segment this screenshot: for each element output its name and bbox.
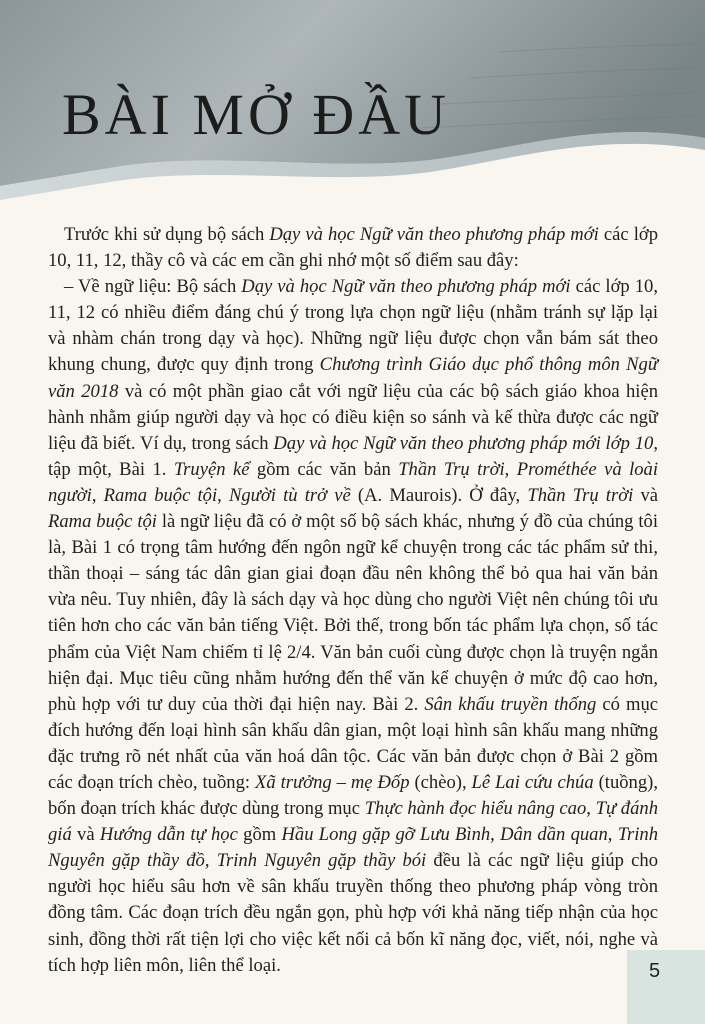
- italic-text: Người tù trở về: [228, 484, 351, 506]
- body-text: [48, 222, 658, 979]
- text-run: gồm các văn bản: [249, 458, 399, 480]
- text-run: ,: [504, 458, 517, 480]
- text-run: , tập một, Bài 1.: [48, 432, 658, 480]
- italic-text: Trinh Nguyên gặp thầy bói: [216, 850, 427, 872]
- text-run: có mục đích hướng đến loại hình sân khấu dân gian, một loại hình sân khấu mang những đặc trưng rõ nét nhất của văn hoá dân tộc. Các văn bản được chọn ở Bài 2 gồm các đoạn trích chèo, tuồng:: [48, 693, 659, 793]
- text-run: ,: [607, 824, 618, 846]
- italic-text: Dân dần quan: [500, 824, 608, 846]
- paragraph: [48, 222, 658, 274]
- italic-text: Hướng dẫn tự học: [99, 824, 238, 846]
- italic-text: Thực hành đọc hiểu nâng cao: [364, 798, 587, 820]
- italic-text: Lê Lai cứu chúa: [471, 771, 594, 793]
- italic-text: Chương trình Giáo dục phổ thông môn Ngữ văn 2018: [48, 354, 659, 402]
- text-run: các lớp 10, 11, 12 có nhiều điểm đáng chú ý trong lựa chọn ngữ liệu (nhằm tránh sự lặp lại và nhàm chán trong dạy và học). Những ngữ liệu được chọn vẫn bám sát theo khung chung, được quy định trong: [48, 276, 658, 376]
- text-run: (tuồng), bốn đoạn trích khác được dùng trong mục: [48, 771, 658, 820]
- text-run: ,: [91, 484, 104, 506]
- text-run: và có một phần giao cắt với ngữ liệu của các bộ sách giáo khoa hiện hành nhằm giúp người dạy và học có điều kiện so sánh và kế thừa được các ngữ liệu đã biết. Ví dụ, trong sách: [48, 380, 659, 454]
- text-run: ,: [217, 484, 229, 506]
- italic-text: Dạy và học Ngữ văn theo phương pháp mới: [269, 224, 599, 245]
- italic-text: Dạy và học Ngữ văn theo phương pháp mới: [241, 276, 571, 298]
- page-number: 5: [649, 960, 661, 982]
- text-run: ,: [586, 798, 596, 820]
- italic-text: Thần Trụ trời: [527, 484, 634, 506]
- page-title: BÀI MỞ ĐẦU: [62, 82, 450, 147]
- page-number-tab: [627, 950, 705, 1024]
- text-run: các lớp 10, 11, 12, thầy cô và các em cần ghi nhớ một số điểm sau đây:: [48, 224, 659, 272]
- italic-text: Rama buộc tội: [103, 484, 218, 506]
- text-run: là ngữ liệu đã có ở một số bộ sách khác, nhưng ý đồ của chúng tôi là, Bài 1 có trọng tâm hướng đến ngôn ngữ kể chuyện trong các tác phẩm sử thi, thần thoại – sáng tác dân gian giai đoạn đầu nên không thể bỏ qua hai văn bản vừa nêu. Tuy nhiên, đây là sách dạy và học dùng cho người Việt nên chúng tôi ưu tiên hơn cho các văn bản tiếng Việt. Bởi thế, trong bốn tác phẩm lựa chọn, số tác phẩm của Việt Nam chiếm tỉ lệ 2/4. Văn bản cuối cùng được chọn là truyện ngắn hiện đại. Mục tiêu cũng nhằm hướng đến thể văn kể chuyện ở mức độ cao hơn, phù hợp với tư duy của thời đại hiện nay. Bài 2.: [48, 511, 658, 715]
- paragraph: [48, 274, 658, 979]
- italic-text: Trinh Nguyên gặp thầy đồ: [48, 824, 659, 872]
- text-run: ,: [204, 850, 217, 872]
- italic-text: Tự đánh giá: [48, 798, 658, 846]
- italic-text: Thần Trụ trời: [398, 458, 505, 480]
- italic-text: Sân khấu truyền thống: [424, 693, 597, 715]
- text-run: ,: [490, 824, 501, 846]
- text-run: đều là các ngữ liệu giúp cho người học hiểu sâu hơn về sân khấu truyền thống theo phương pháp vòng tròn đồng tâm. Các đoạn trích đều ngắn gọn, phù hợp với khả năng tiếp nhận của học sinh, đồng thời rất tiện lợi cho việc kết nối cả bốn kĩ năng đọc, viết, nói, nghe và tích hợp liên môn, liên thể loại.: [48, 850, 658, 976]
- italic-text: Xã trưởng – mẹ Đốp: [255, 771, 410, 793]
- italic-text: Truyện kể: [173, 458, 250, 480]
- text-run: (A. Maurois). Ở đây,: [350, 484, 528, 506]
- text-run: Trước khi sử dụng bộ sách: [64, 224, 270, 245]
- italic-text: Dạy và học Ngữ văn theo phương pháp mới lớp 10: [273, 432, 654, 454]
- italic-text: Prométhée và loài người: [48, 458, 658, 506]
- italic-text: Hầu Long gặp gỡ Lưu Bình: [281, 824, 491, 846]
- italic-text: Rama buộc tội: [48, 511, 157, 533]
- text-run: (chèo),: [409, 771, 472, 793]
- text-run: và: [633, 484, 659, 506]
- text-run: – Về ngữ liệu: Bộ sách: [64, 276, 242, 298]
- text-run: gồm: [237, 824, 282, 846]
- text-run: và: [71, 824, 100, 846]
